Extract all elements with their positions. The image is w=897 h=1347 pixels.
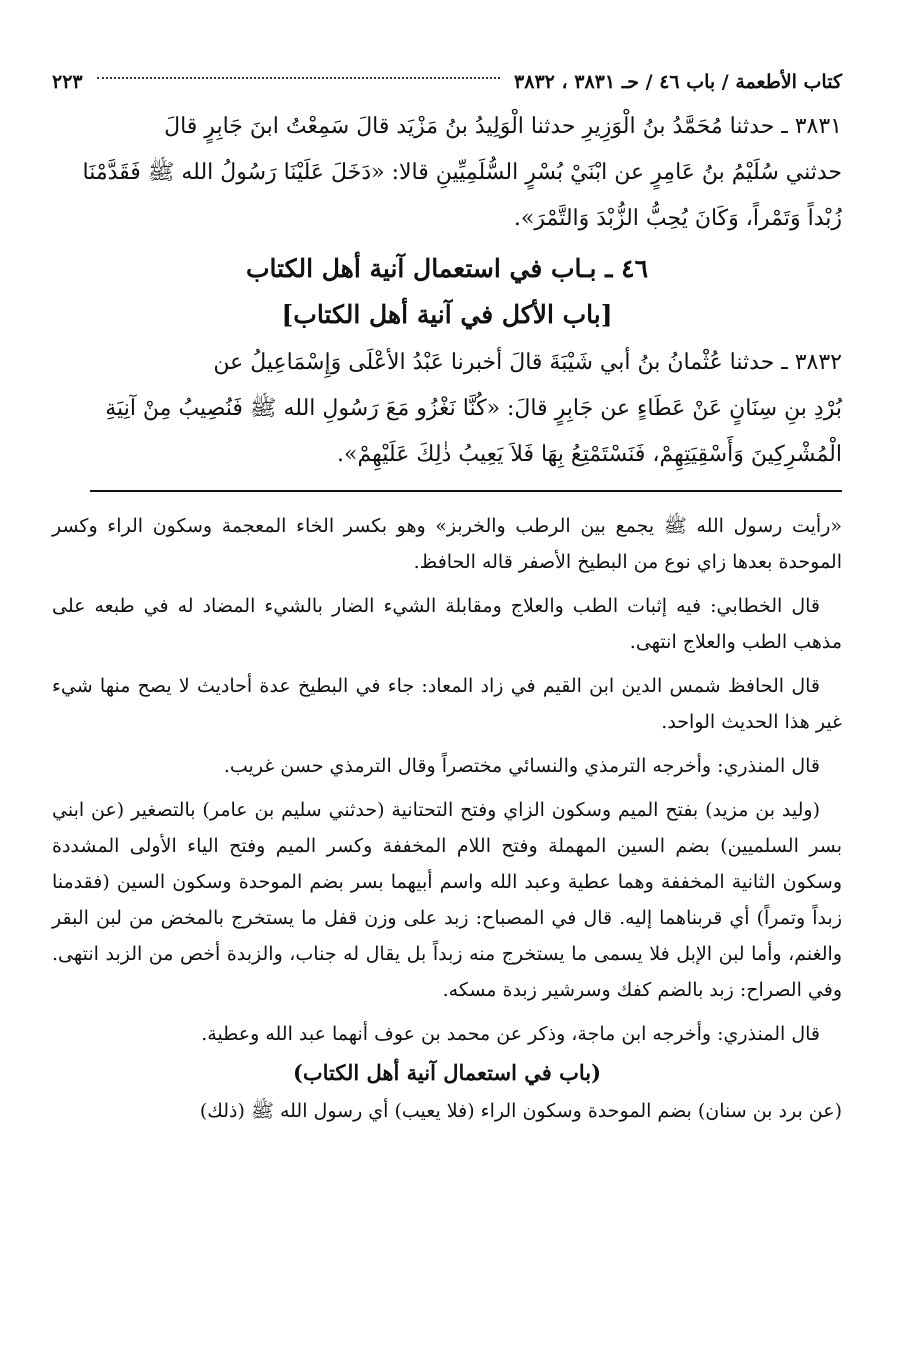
commentary-paragraph: قال الخطابي: فيه إثبات الطب والعلاج ومقابلة الشيء الضار بالشيء المضاد له في طبعه على مذهب الطب والعلاج انتهى. [52, 595, 842, 653]
hadith-3831-line: ٣٨٣١ ـ حدثنا مُحَمَّدُ بنُ الْوَزِيرِ حدثنا الْوَلِيدُ بنُ مَزْيَد قالَ سَمِعْتُ ابنَ جَابِرٍ قالَ [164, 114, 842, 139]
commentary-paragraph: «رأيت رسول الله ﷺ يجمع بين الرطب والخربز» وهو بكسر الخاء المعجمة وسكون الراء وكسر الموحدة بعدها زاي نوع من البطيخ الأصفر قاله الحافظ. [52, 515, 842, 573]
chapter-title: ٤٦ ـ بـاب في استعمال آنية أهل الكتاب [245, 254, 649, 283]
footnote-divider [90, 490, 842, 492]
hadith-3832-line: بُرْدِ بنِ سِنَانٍ عَنْ عَطَاءٍ عن جَابِرٍ قالَ: «كُنَّا نَغْزُو مَعَ رَسُولِ الله ﷺ فَنُصِيبُ مِنْ آنِيَةِ [105, 396, 842, 421]
commentary-paragraph: (عن برد بن سنان) بضم الموحدة وسكون الراء (فلا يعيب) أي رسول الله ﷺ (ذلك) [199, 1100, 842, 1122]
hadith-3832 [52, 340, 842, 478]
commentary-paragraph: (وليد بن مزيد) بفتح الميم وسكون الزاي وفتح التحتانية (حدثني سليم بن عامر) بالتصغير (عن ابني بسر السلميين) بضم السين المهملة وفتح اللام المخففة وكسر الميم وفتح الياء الأولى المشددة وسكون الثانية المخففة وهما عطية وعبد الله واسم أبيهما بسر بضم الموحدة وسكون السين (فقدمنا زبداً وتمراً) أي قربناهما إليه. قال في المصباح: زبد على وزن قفل ما يستخرج بالمخض من لبن البقر والغنم، وأما لبن الإبل فلا يسمى ما يستخرج منه زبداً بل يقال له جناب، والزبدة أخص من الزبد انتهى. وفي الصراح: زبد بالضم كفك وسرشير زبدة مسكه. [52, 799, 842, 1001]
commentary-chapter-title: (باب في استعمال آنية أهل الكتاب) [292, 1060, 602, 1085]
commentary-paragraph: قال المنذري: وأخرجه الترمذي والنسائي مختصراً وقال الترمذي حسن غريب. [223, 755, 820, 777]
hadith-3832-line: الْمُشْرِكِينَ وَأَسْقِيَتِهِمْ، فَنَسْتَمْتِعُ بِهَا فَلاَ يَعِيبُ ذٰلِكَ عَلَيْهِمْ». [337, 442, 842, 467]
running-header [52, 62, 842, 102]
chapter-subtitle: [باب الأكل في آنية أهل الكتاب] [281, 300, 613, 329]
header-dotted-leader [97, 77, 500, 79]
commentary-paragraph: قال الحافظ شمس الدين ابن القيم في زاد المعاد: جاء في البطيخ عدة أحاديث لا يصح منها شيء غير هذا الحديث الواحد. [52, 675, 842, 733]
hadith-3832-line: ٣٨٣٢ ـ حدثنا عُثْمانُ بنُ أبي شَيْبَةَ قالَ أخبرنا عَبْدُ الأعْلَى وَإِسْمَاعِيلُ عن [213, 350, 842, 375]
hadith-3831-line: حدثني سُلَيْمُ بنُ عَامِرٍ عن ابْنَيْ بُسْرٍ السُّلَمِيِّينِ قالا: «دَخَلَ عَلَيْنَا رَسُولُ الله ﷺ فَقَدَّمْنَا [82, 160, 842, 185]
commentary-paragraph: قال المنذري: وأخرجه ابن ماجة، وذكر عن محمد بن عوف أنهما عبد الله وعطية. [201, 1023, 820, 1045]
hadith-3831-line: زُبْداً وَتَمْراً، وَكَانَ يُحِبُّ الزُّبْدَ وَالتَّمْرَ». [513, 206, 842, 231]
book-page [52, 62, 842, 1137]
commentary [52, 508, 842, 1129]
hadith-3831 [52, 104, 842, 242]
page-number: ٢٢٣ [52, 71, 83, 93]
running-title: كتاب الأطعمة / باب ٤٦ / حـ ٣٨٣١ ، ٣٨٣٢ [514, 71, 842, 93]
